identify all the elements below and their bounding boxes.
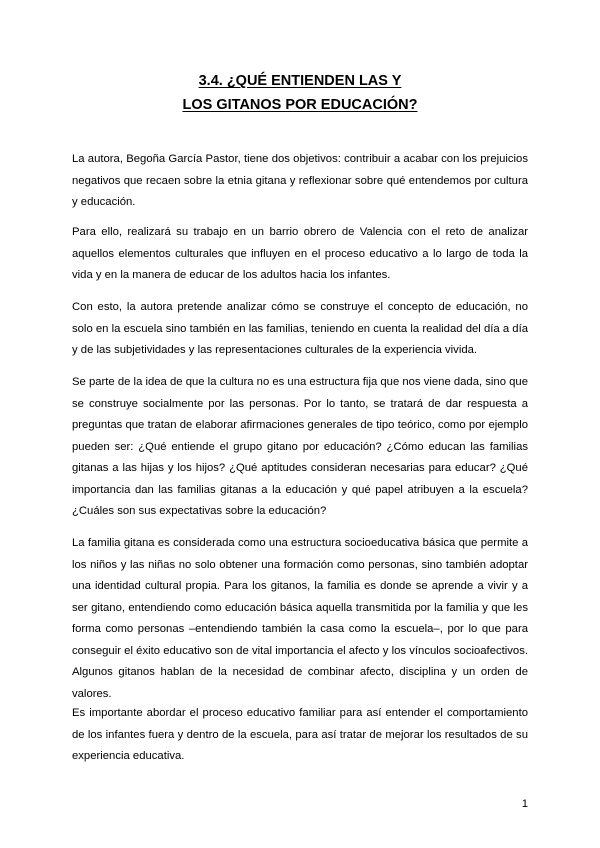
paragraph-3: Con esto, la autora pretende analizar cómo se construye el concepto de educación, no solo en la escuela sino también en las familias, teniendo en cuenta la realidad del día a día y de las subjetividades y las representaciones culturales de la experiencia vivida. xyxy=(72,301,528,356)
paragraph-1: La autora, Begoña García Pastor, tiene dos objetivos: contribuir a acabar con los prejuicios negativos que recaen sobre la etnia gitana y reflexionar sobre qué entendemos por cultura y educación. xyxy=(72,153,528,208)
page-number: 1 xyxy=(521,798,528,810)
paragraph-2: Para ello, realizará su trabajo en un barrio obrero de Valencia con el reto de analizar aquellos elementos culturales que influyen en el proceso educativo a lo largo de toda la vida y en la manera de educar de los adultos hacia los infantes. xyxy=(72,226,528,281)
paragraph-6: Es importante abordar el proceso educativo familiar para así entender el comportamiento de los infantes fuera y dentro de la escuela, para así tratar de mejorar los resultados de su experiencia educativa. xyxy=(72,707,528,762)
section-title-line-2: LOS GITANOS POR EDUCACIÓN? xyxy=(182,97,418,113)
section-title-line-1: 3.4. ¿QUÉ ENTIENDEN LAS Y xyxy=(198,73,402,89)
paragraph-5: La familia gitana es considerada como una estructura socioeducativa básica que permite a los niños y las niñas no solo obtener una formación como personas, sino también adoptar una identidad cultural propia. Para los gitanos, la familia es donde se aprende a vivir y a ser gitano, entendiendo como educación básica aquella transmitida por la familia y que les forma como personas –entendiendo también la casa como la escuela–, por lo que para conseguir el éxito educativo son de vital importancia el afecto y los vínculos socioafectivos. Algunos gitanos hablan de la necesidad de combinar afecto, disciplina y un orden de valores. xyxy=(72,537,528,700)
paragraph-4: Se parte de la idea de que la cultura no es una estructura fija que nos viene dada, sino que se construye socialmente por las personas. Por lo tanto, se tratará de dar respuesta a preguntas que tratan de elaborar afirmaciones generales de tipo teórico, como por ejemplo pueden ser: ¿Qué entiende el grupo gitano por educación? ¿Cómo educan las familias gitanas a las hijas y los hijos? ¿Qué aptitudes consideran necesarias para educar? ¿Qué importancia dan las familias gitanas a la educación y qué papel atribuyen a la escuela? ¿Cuáles son sus expectativas sobre la educación? xyxy=(72,376,528,517)
